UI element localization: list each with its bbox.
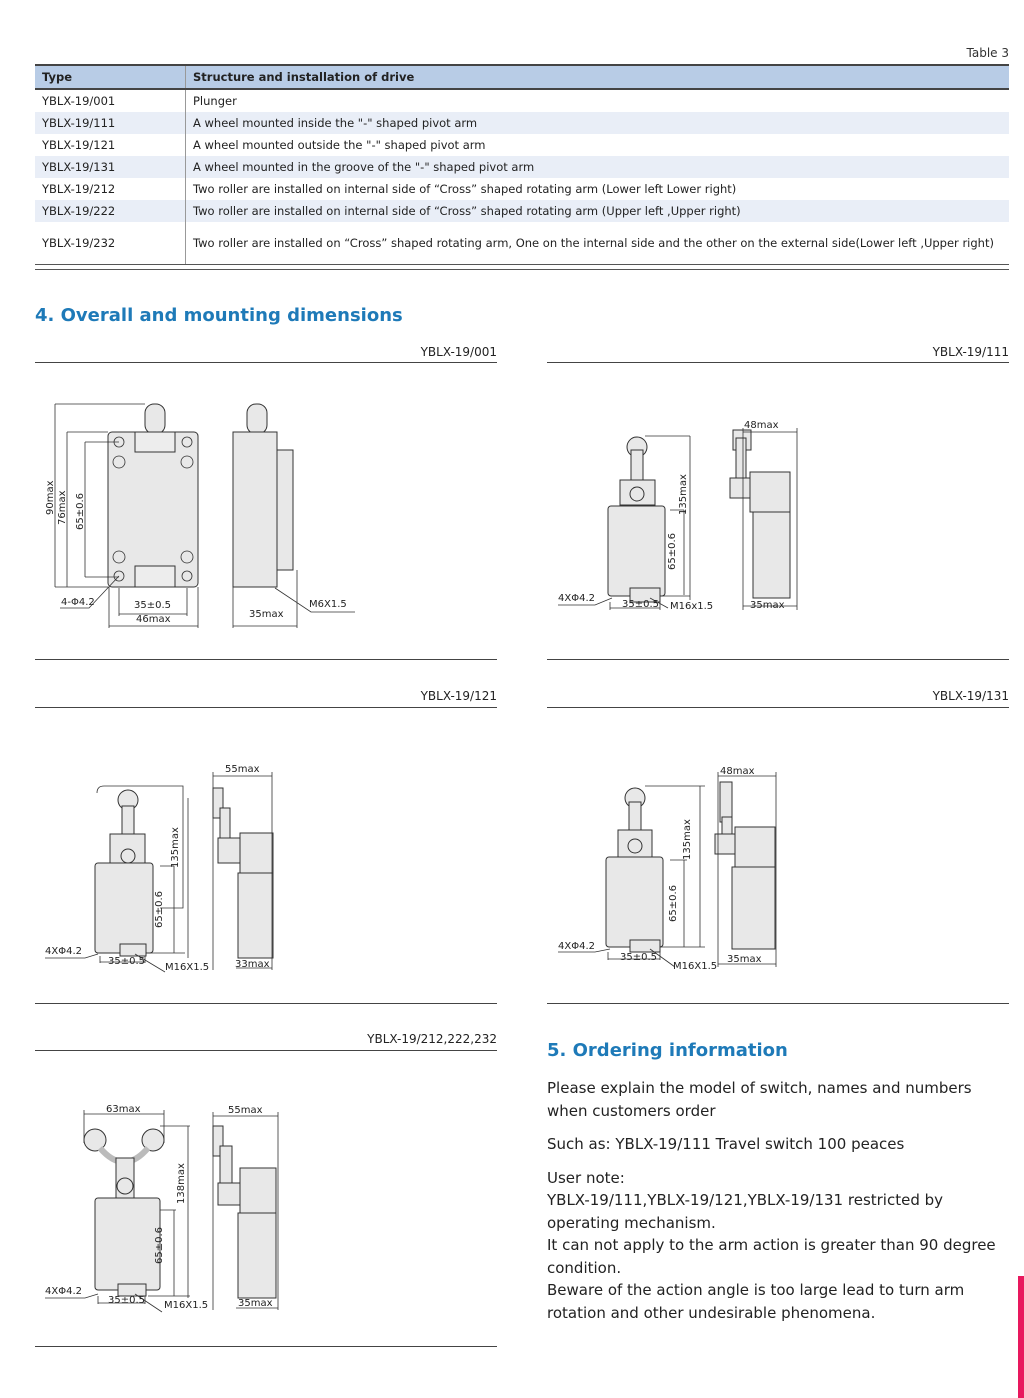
- user-note-line: Beware of the action angle is too large lead to turn arm rotation and other undesirable phenomena.: [547, 1281, 965, 1322]
- table-row: [35, 134, 1009, 156]
- dim-label: 65±0.6: [668, 884, 679, 922]
- dim-label: 35±0.5: [108, 1295, 146, 1306]
- dim-label: 63max: [106, 1104, 141, 1115]
- cell-desc: Two roller are installed on internal side of “Cross” shaped rotating arm (Lower left Lower right): [193, 182, 737, 196]
- ordering-info: [547, 1077, 1007, 1324]
- cell-type: YBLX-19/232: [35, 222, 186, 265]
- dim-label: 138max: [176, 1163, 187, 1204]
- cell-desc: Plunger: [193, 94, 237, 108]
- cell-desc: A wheel mounted in the groove of the "-" shaped pivot arm: [186, 156, 1010, 178]
- table-row: [35, 222, 1009, 265]
- dim-label: 46max: [136, 614, 171, 625]
- dim-label: M16X1.5: [165, 962, 210, 973]
- cell-type: YBLX-19/212: [35, 178, 186, 200]
- cell-desc: Two roller are installed on “Cross” shaped rotating arm, One on the internal side and the other on the external side(Lower left ,Upper right): [186, 222, 1010, 265]
- user-note-line: YBLX-19/111,YBLX-19/121,YBLX-19/131 restricted by operating mechanism.: [547, 1191, 944, 1232]
- dim-label: 4-Φ4.2: [61, 597, 95, 608]
- section-rule: [547, 1003, 1009, 1004]
- dim-label: 35±0.5: [134, 600, 172, 611]
- table-row: [35, 156, 1009, 178]
- drawing-ybl-131: [550, 762, 780, 977]
- caption-rule: [35, 707, 497, 708]
- drawing-ybl-212-222-232: [40, 1098, 290, 1318]
- dim-label: 65±0.6: [154, 890, 165, 928]
- cell-type: YBLX-19/131: [35, 156, 186, 178]
- table-row: [35, 89, 1009, 112]
- section-4-heading: 4. Overall and mounting dimensions: [35, 305, 403, 326]
- section-rule: [35, 659, 497, 660]
- section-rule: [35, 1346, 497, 1347]
- dim-label: 35±0.5: [620, 952, 658, 963]
- section-5-heading: 5. Ordering information: [547, 1040, 788, 1061]
- caption-rule: [35, 1050, 497, 1051]
- caption-rule: [547, 362, 1009, 363]
- drawing-ybl-001: [35, 390, 365, 640]
- drawing-caption: YBLX-19/131: [932, 689, 1009, 703]
- cell-desc: A wheel mounted inside the "-" shaped pivot arm: [186, 112, 1010, 134]
- drawing-ybl-111: [550, 410, 820, 620]
- table-row: [35, 178, 1009, 200]
- drawing-caption: YBLX-19/001: [420, 345, 497, 359]
- dim-label: M6X1.5: [309, 599, 347, 610]
- cell-type: YBLX-19/121: [35, 134, 186, 156]
- page-accent-bar: [1018, 1276, 1024, 1398]
- dim-label: M16X1.5: [673, 961, 718, 972]
- dim-label: 55max: [225, 764, 260, 775]
- table-row: [35, 112, 1009, 134]
- dim-label: M16X1.5: [164, 1300, 209, 1311]
- dim-label: 35±0.5: [108, 956, 146, 967]
- dim-label: 135max: [682, 819, 693, 860]
- cell-type: YBLX-19/222: [35, 200, 186, 222]
- dim-label: 55max: [228, 1105, 263, 1116]
- table-header-row: [35, 65, 1009, 89]
- header-structure: Structure and installation of drive: [186, 65, 1010, 89]
- table-bottom-rule: [35, 269, 1009, 270]
- cell-desc: A wheel mounted outside the "-" shaped pivot arm: [193, 138, 486, 152]
- cell-type: YBLX-19/001: [35, 89, 186, 112]
- user-note-label: User note:: [547, 1168, 625, 1187]
- drawing-caption: YBLX-19/111: [932, 345, 1009, 359]
- dim-label: 35max: [750, 600, 785, 611]
- dim-label: 4XΦ4.2: [45, 946, 82, 957]
- dim-label: 65±0.6: [667, 532, 678, 570]
- dim-label: 135max: [678, 474, 689, 515]
- header-type: Type: [35, 65, 186, 89]
- dim-label: 35max: [727, 954, 762, 965]
- dim-label: 135max: [170, 827, 181, 868]
- ordering-example: Such as: YBLX-19/111 Travel switch 100 peaces: [547, 1135, 905, 1153]
- dim-label: 35±0.5: [622, 599, 660, 610]
- table-row: [35, 200, 1009, 222]
- dim-label: 48max: [720, 766, 755, 777]
- dim-label: 35max: [249, 609, 284, 620]
- dim-label: 65±0.6: [75, 492, 86, 530]
- section-rule: [35, 1003, 497, 1004]
- dim-label: 90max: [45, 480, 56, 515]
- ordering-paragraph: Please explain the model of switch, names and numbers when customers order: [547, 1079, 972, 1120]
- dim-label: 48max: [744, 420, 779, 431]
- caption-rule: [547, 707, 1009, 708]
- user-note-line: It can not apply to the arm action is greater than 90 degree condition.: [547, 1236, 996, 1277]
- dim-label: 35max: [238, 1298, 273, 1309]
- cell-desc: Two roller are installed on internal side of “Cross” shaped rotating arm (Upper left ,Upper right): [186, 200, 1010, 222]
- dim-label: 4XΦ4.2: [558, 593, 595, 604]
- dim-label: 76max: [57, 490, 68, 525]
- dim-label: M16x1.5: [670, 601, 714, 612]
- drive-type-table: [35, 64, 1009, 265]
- dim-label: 4XΦ4.2: [45, 1286, 82, 1297]
- drawing-caption: YBLX-19/121: [420, 689, 497, 703]
- caption-rule: [35, 362, 497, 363]
- drawing-ybl-121: [40, 758, 290, 978]
- dim-label: 4XΦ4.2: [558, 941, 595, 952]
- cell-type: YBLX-19/111: [35, 112, 186, 134]
- section-rule: [547, 659, 1009, 660]
- dim-label: 65±0.6: [154, 1226, 165, 1264]
- table-caption: Table 3: [966, 46, 1009, 60]
- dim-label: 33max: [235, 959, 270, 970]
- drawing-caption: YBLX-19/212,222,232: [367, 1032, 497, 1046]
